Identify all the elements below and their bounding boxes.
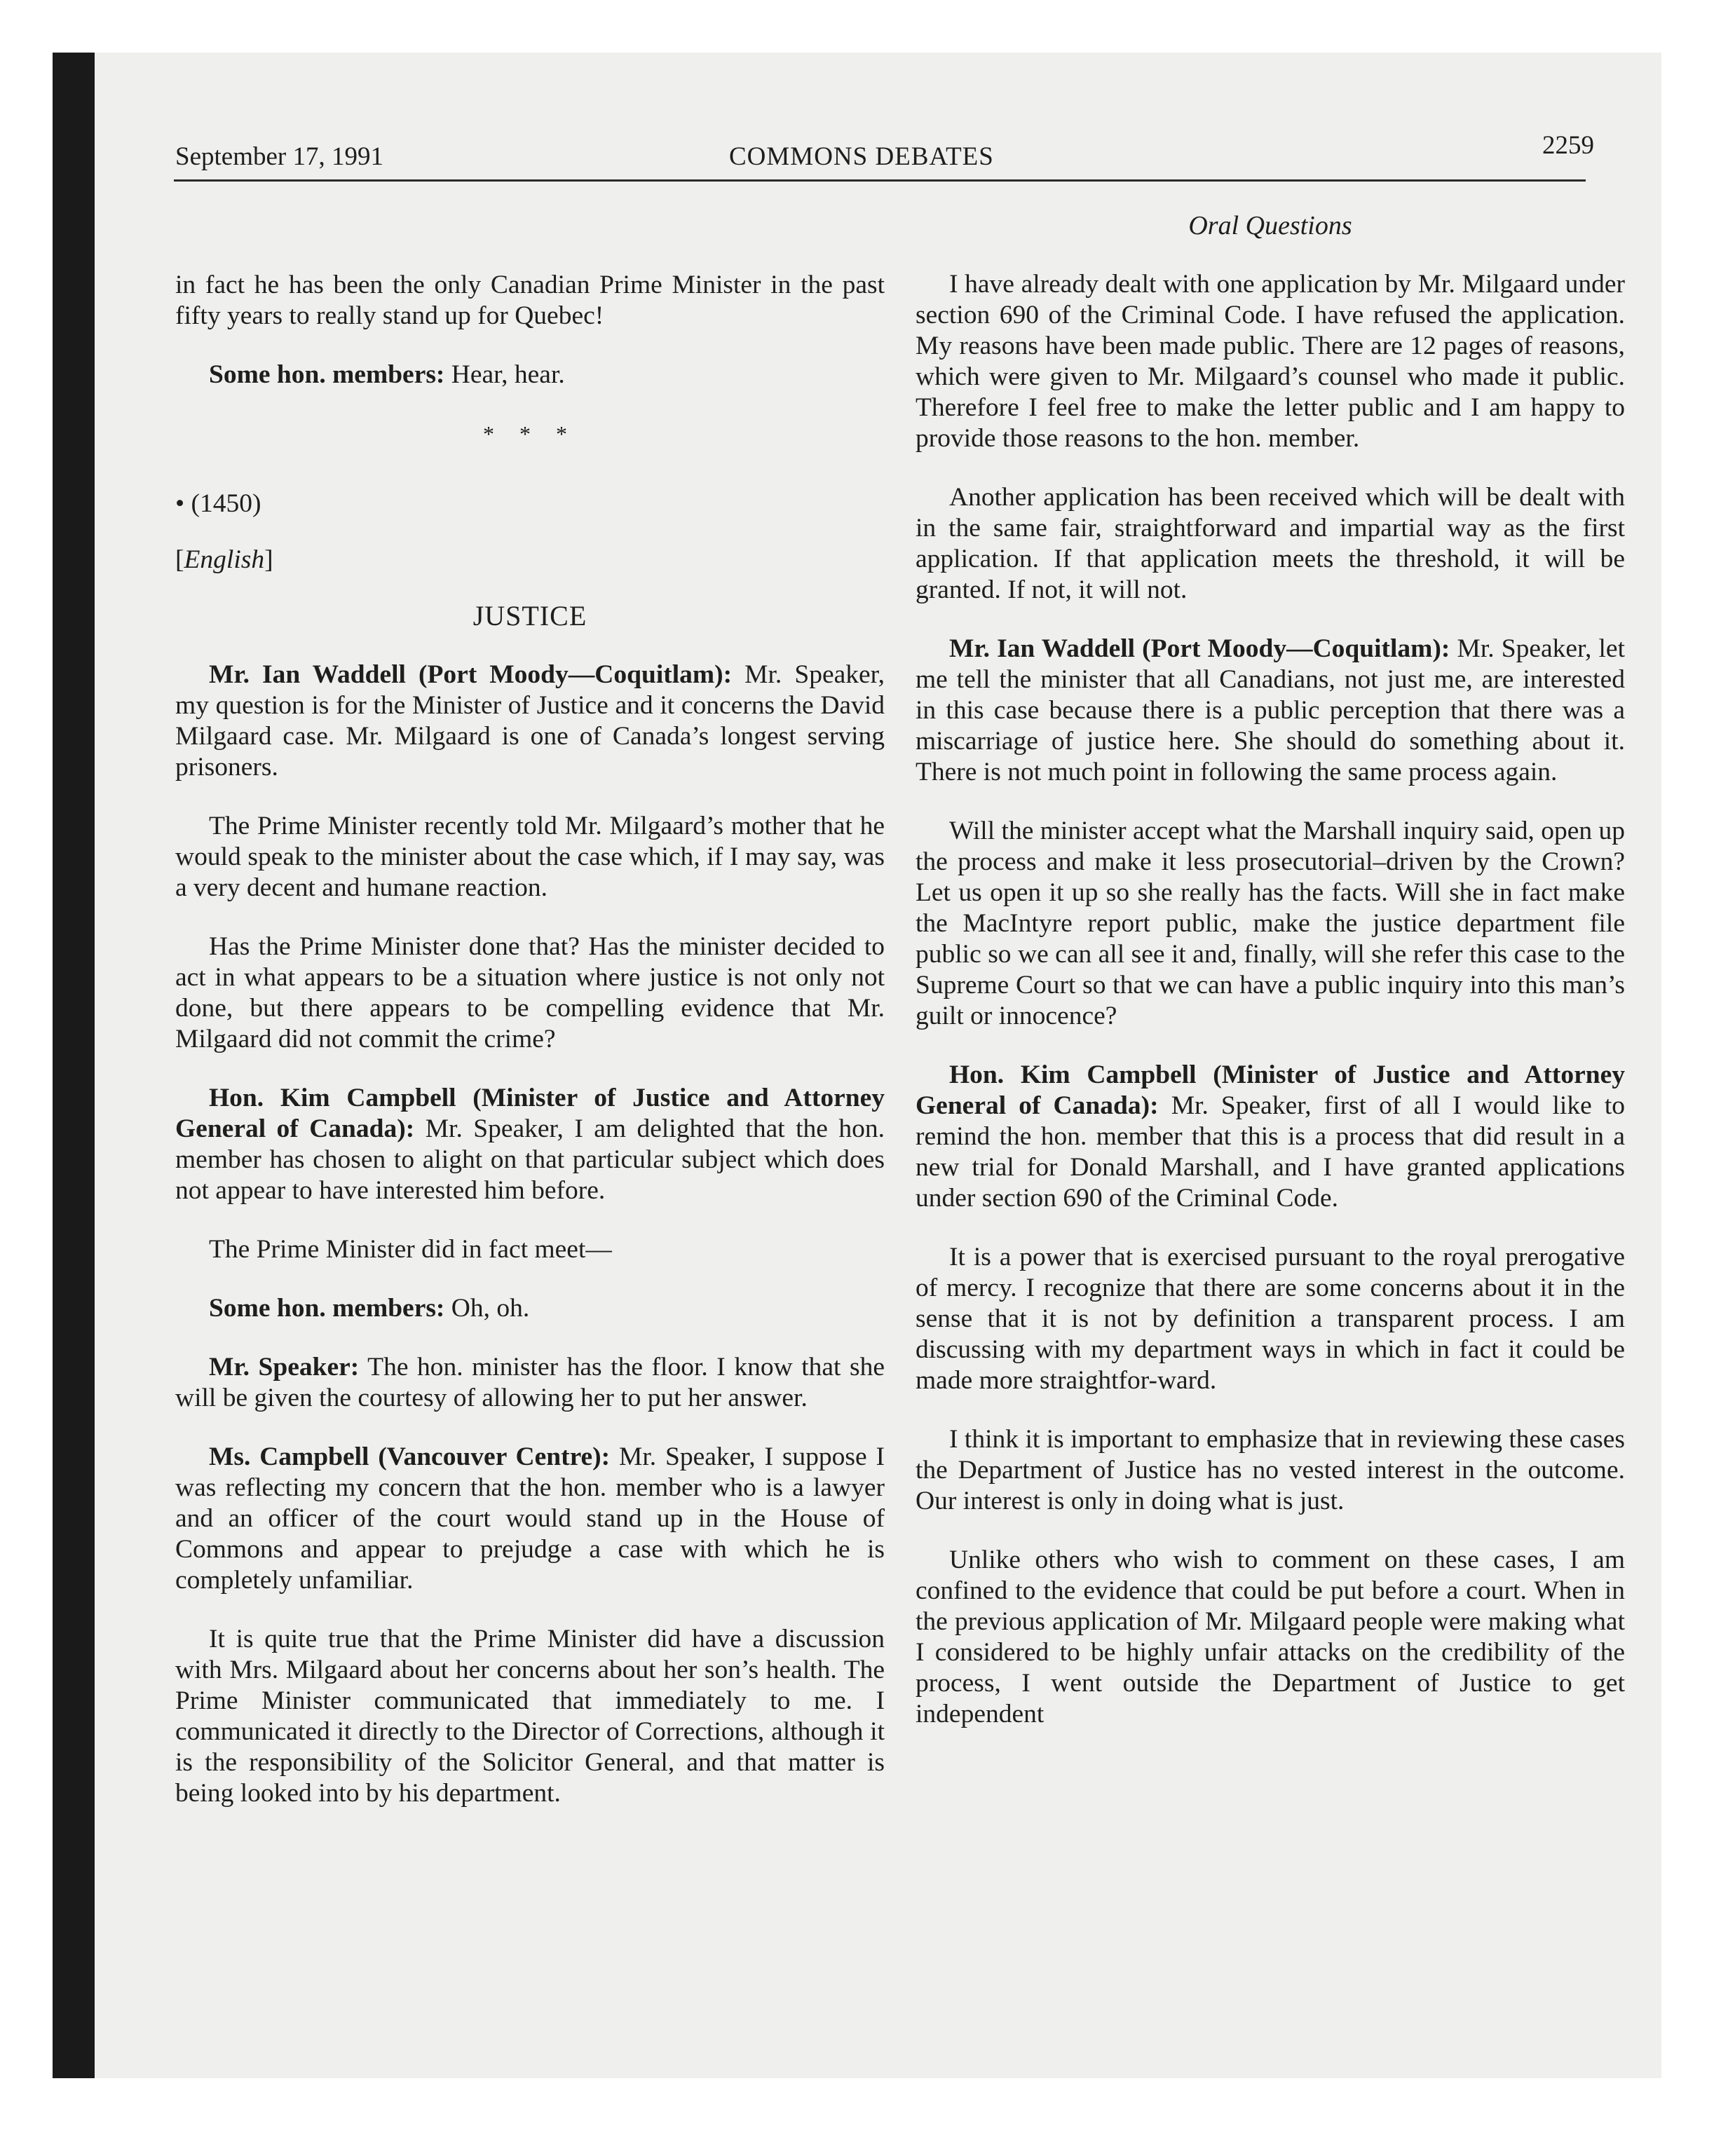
page-number: 2259: [1542, 131, 1594, 160]
speech-text: Mr. Speaker, my question is for the Minister of Justice and it concerns the David Milgaard case. Mr. Milgaard is one of Canada’s longest serving prisoners.: [175, 660, 885, 782]
speech-text: Mr. Speaker, let me tell the minister that all Canadians, not just me, are interested in this case because there is a public perception that there was a miscarriage of justice here. She should do something about it. There is not much point in following the same process again.: [916, 634, 1625, 786]
speech-text: Mr. Speaker, I suppose I was reflecting my concern that the hon. member who is a lawyer and an officer of the court would stand up in the House of Commons and appear to prejudge a case with which he is completely unfamiliar.: [175, 1442, 885, 1595]
speaker-name: Mr. Speaker:: [209, 1353, 360, 1381]
speech-text: The hon. minister has the floor. I know that she will be given the courtesy of allowing her to put her answer.: [175, 1353, 885, 1412]
speaker-name: Hon. Kim Campbell (Minister of Justice and Attorney General of Canada):: [175, 1084, 885, 1143]
speaker-name: Some hon. members:: [209, 1294, 445, 1323]
language-bracket-open: [: [175, 545, 184, 574]
language-marker: [175, 545, 885, 575]
speech-paragraph: [175, 1352, 885, 1414]
interjection-hear-hear: [175, 360, 885, 390]
speech-paragraph: The Prime Minister recently told Mr. Milgaard’s mother that he would speak to the minister about the case which, if I may say, was a very decent and humane reaction.: [175, 812, 885, 902]
header-date: September 17, 1991: [175, 142, 383, 171]
speech-text: Mr. Speaker, I am delighted that the hon. member has chosen to alight on that particular subject which does not appear to have interested him before.: [175, 1114, 885, 1205]
section-separator: * * *: [483, 421, 577, 446]
speech-paragraph: The Prime Minister did in fact meet—: [209, 1235, 612, 1264]
language-name: English: [184, 545, 265, 574]
speaker-name: Mr. Ian Waddell (Port Moody—Coquitlam):: [949, 634, 1450, 663]
speech-paragraph: I think it is important to emphasize that in reviewing these cases the Department of Justice has no vested interest in the outcome. Our interest is only in doing what is just.: [916, 1425, 1625, 1515]
time-marker: • (1450): [175, 489, 261, 518]
speech-paragraph: [175, 1083, 885, 1206]
interjection-oh-oh: [175, 1293, 885, 1324]
continuation-paragraph: in fact he has been the only Canadian Prime Minister in the past fifty years to really stand up for Quebec!: [175, 271, 885, 330]
header-title: COMMONS DEBATES: [729, 142, 994, 171]
speech-text: Hear, hear.: [451, 360, 565, 389]
speech-paragraph: It is quite true that the Prime Minister did have a discussion with Mrs. Milgaard about her concerns about her son’s health. The Prime Minister communicated that immediately to me. I communicated it directly to the Director of Corrections, although it is the responsibility of the Solicitor General, and that matter is being looked into by his department.: [175, 1625, 885, 1808]
section-title: JUSTICE: [472, 600, 587, 632]
speech-paragraph: Unlike others who wish to comment on these cases, I am confined to the evidence that could be put before a court. When in the previous application of Mr. Milgaard people were making what I considered to be highly unfair attacks on the credibility of the process, I went outside the Department of Justice to get independent: [916, 1546, 1625, 1728]
speech-paragraph: [916, 1060, 1625, 1214]
right-column: [916, 210, 1625, 1758]
left-column: [175, 270, 885, 1837]
header-rule: [174, 179, 1586, 182]
speech-paragraph: Will the minister accept what the Marshall inquiry said, open up the process and make it less prosecutorial–driven by the Crown? Let us open it up so she really has the facts. Will she in fact make the MacIntyre report public, make the justice department file public so we can all see it and, finally, will she refer this case to the Supreme Court so that we can have a public inquiry into this man’s guilt or innocence?: [916, 817, 1625, 1030]
speech-paragraph: Has the Prime Minister done that? Has the minister decided to act in what appears to be a situation where justice is not only not done, but there appears to be compelling evidence that Mr. Milgaard did not commit the crime?: [175, 932, 885, 1053]
speaker-name: Hon. Kim Campbell (Minister of Justice and Attorney General of Canada):: [916, 1060, 1625, 1120]
speech-paragraph: I have already dealt with one application by Mr. Milgaard under section 690 of the Criminal Code. I have refused the application. My reasons have been made public. There are 12 pages of reasons, which were given to Mr. Milgaard’s counsel who made it public. Therefore I feel free to make the letter public and I am happy to provide those reasons to the hon. member.: [916, 270, 1625, 453]
speaker-name: Ms. Campbell (Vancouver Centre):: [209, 1442, 611, 1471]
speech-paragraph: It is a power that is exercised pursuant to the royal prerogative of mercy. I recognize that there are some concerns about it in the sense that it is not by definition a transparent process. I am discussing with my department ways in which in fact it could be made more straightfor-ward.: [916, 1243, 1625, 1395]
scan-border: [53, 53, 95, 2078]
speaker-name: Some hon. members:: [209, 360, 445, 389]
language-bracket-close: ]: [264, 545, 273, 574]
speech-text: Mr. Speaker, first of all I would like to remind the hon. member that this is a process that did result in a new trial for Donald Marshall, and I have granted applications under section 690 of the Criminal Code.: [916, 1091, 1626, 1213]
speech-text: Oh, oh.: [451, 1294, 530, 1323]
speech-paragraph: [916, 634, 1625, 788]
speaker-name: Mr. Ian Waddell (Port Moody—Coquitlam):: [209, 660, 733, 689]
speech-paragraph: [175, 660, 885, 783]
speech-paragraph: Another application has been received which will be dealt with in the same fair, straightforward and impartial way as the first application. If that application meets the threshold, it will be granted. If not, it will not.: [916, 483, 1625, 604]
running-head: Oral Questions: [1188, 211, 1352, 240]
speech-paragraph: [175, 1442, 885, 1596]
